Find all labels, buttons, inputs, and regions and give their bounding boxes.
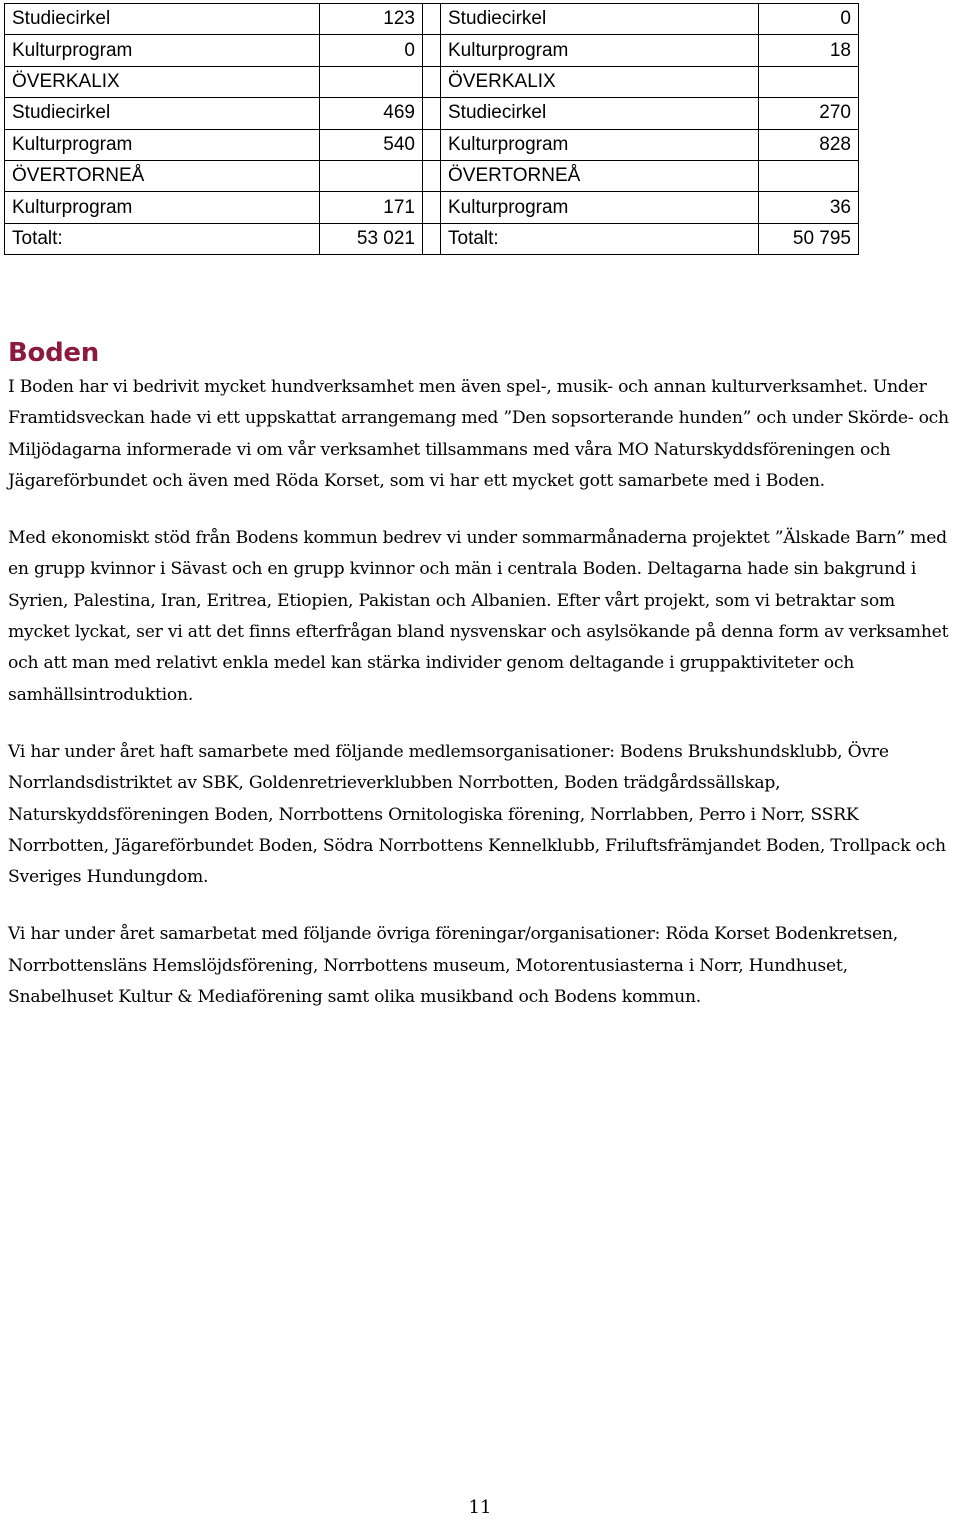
page-number: 11 bbox=[468, 1497, 492, 1518]
section-heading: Boden bbox=[8, 338, 99, 368]
right-label: Studiecirkel bbox=[441, 98, 759, 129]
left-label: Kulturprogram bbox=[5, 192, 320, 223]
right-total-label: Totalt: bbox=[441, 223, 759, 254]
left-municipality: ÖVERTORNEÅ bbox=[5, 160, 320, 191]
left-value: 123 bbox=[320, 4, 423, 35]
right-municipality: ÖVERTORNEÅ bbox=[441, 160, 759, 191]
left-value bbox=[320, 66, 423, 97]
paragraph: Med ekonomiskt stöd från Bodens kommun bedrev vi under sommarmånaderna projektet ”Älskade Barn” med en grupp kvinnor i Sävast och en grupp kvinnor och män i centrala Boden. Deltagarna hade sin bakgrund i Syrien, Palestina, Iran, Eritrea, Etiopien, Pakistan och Albanien. Efter vårt projekt, som vi betraktar som mycket lyckat, ser vi att det finns efterfrågan bland nysvenskar och asylsökande på denna form av verksamhet och att man med relativt enkla medel kan stärka individer genom deltagande i gruppaktiviteter och samhällsintroduktion. bbox=[8, 528, 949, 705]
column-gap bbox=[423, 223, 441, 254]
right-value: 18 bbox=[759, 35, 859, 66]
right-municipality: ÖVERKALIX bbox=[441, 66, 759, 97]
boden-section bbox=[8, 338, 958, 1039]
left-total-label: Totalt: bbox=[5, 223, 320, 254]
right-value: 36 bbox=[759, 192, 859, 223]
column-gap bbox=[423, 66, 441, 97]
right-value bbox=[759, 66, 859, 97]
left-total-value: 53 021 bbox=[320, 223, 423, 254]
right-label: Kulturprogram bbox=[441, 35, 759, 66]
column-gap bbox=[423, 35, 441, 66]
table-row bbox=[5, 129, 859, 160]
table-row-municipality bbox=[5, 160, 859, 191]
right-value bbox=[759, 160, 859, 191]
left-label: Kulturprogram bbox=[5, 129, 320, 160]
column-gap bbox=[423, 98, 441, 129]
column-gap bbox=[423, 129, 441, 160]
left-value: 540 bbox=[320, 129, 423, 160]
right-value: 0 bbox=[759, 4, 859, 35]
column-gap bbox=[423, 4, 441, 35]
right-value: 828 bbox=[759, 129, 859, 160]
paragraph: Vi har under året haft samarbete med följande medlemsorganisationer: Bodens Brukshundsklubb, Övre Norrlandsdistriktet av SBK, Goldenretrieverklubben Norrbotten, Boden trädgårdssällskap, Naturskyddsföreningen Boden, Norrbottens Ornitologiska förening, Norrlabben, Perro i Norr, SSRK Norrbotten, Jägareförbundet Boden, Södra Norrbottens Kennelklubb, Friluftsfrämjandet Boden, Trollpack och Sveriges Hundungdom. bbox=[8, 741, 946, 888]
table-row-municipality bbox=[5, 66, 859, 97]
table-row bbox=[5, 4, 859, 35]
paragraph: I Boden har vi bedrivit mycket hundverksamhet men även spel-, musik- och annan kulturverksamhet. Under Framtidsveckan hade vi ett uppskattat arrangemang med ”Den sopsorterande hunden” och under Skörde- och Miljödagarna informerade vi om vår verksamhet tillsammans med våra MO Naturskyddsföreningen och Jägareförbundet och även med Röda Korset, som vi har ett mycket gott samarbete med i Boden. bbox=[8, 377, 949, 491]
left-value: 171 bbox=[320, 192, 423, 223]
right-label: Kulturprogram bbox=[441, 129, 759, 160]
left-label: Studiecirkel bbox=[5, 98, 320, 129]
column-gap bbox=[423, 192, 441, 223]
left-value: 469 bbox=[320, 98, 423, 129]
right-value: 270 bbox=[759, 98, 859, 129]
column-gap bbox=[423, 160, 441, 191]
right-label: Kulturprogram bbox=[441, 192, 759, 223]
table-row bbox=[5, 192, 859, 223]
table-row-total bbox=[5, 223, 859, 254]
statistics-table bbox=[4, 3, 859, 255]
left-value bbox=[320, 160, 423, 191]
right-label: Studiecirkel bbox=[441, 4, 759, 35]
left-value: 0 bbox=[320, 35, 423, 66]
paragraph: Vi har under året samarbetat med följande övriga föreningar/organisationer: Röda Korset Bodenkretsen, Norrbottensläns Hemslöjdsförening, Norrbottens museum, Motorentusiasterna i Norr, Hundhuset, Snabelhuset Kultur & Mediaförening samt olika musikband och Bodens kommun. bbox=[8, 924, 898, 1008]
left-label: Studiecirkel bbox=[5, 4, 320, 35]
right-total-value: 50 795 bbox=[759, 223, 859, 254]
left-municipality: ÖVERKALIX bbox=[5, 66, 320, 97]
left-label: Kulturprogram bbox=[5, 35, 320, 66]
table-row bbox=[5, 98, 859, 129]
table-row bbox=[5, 35, 859, 66]
